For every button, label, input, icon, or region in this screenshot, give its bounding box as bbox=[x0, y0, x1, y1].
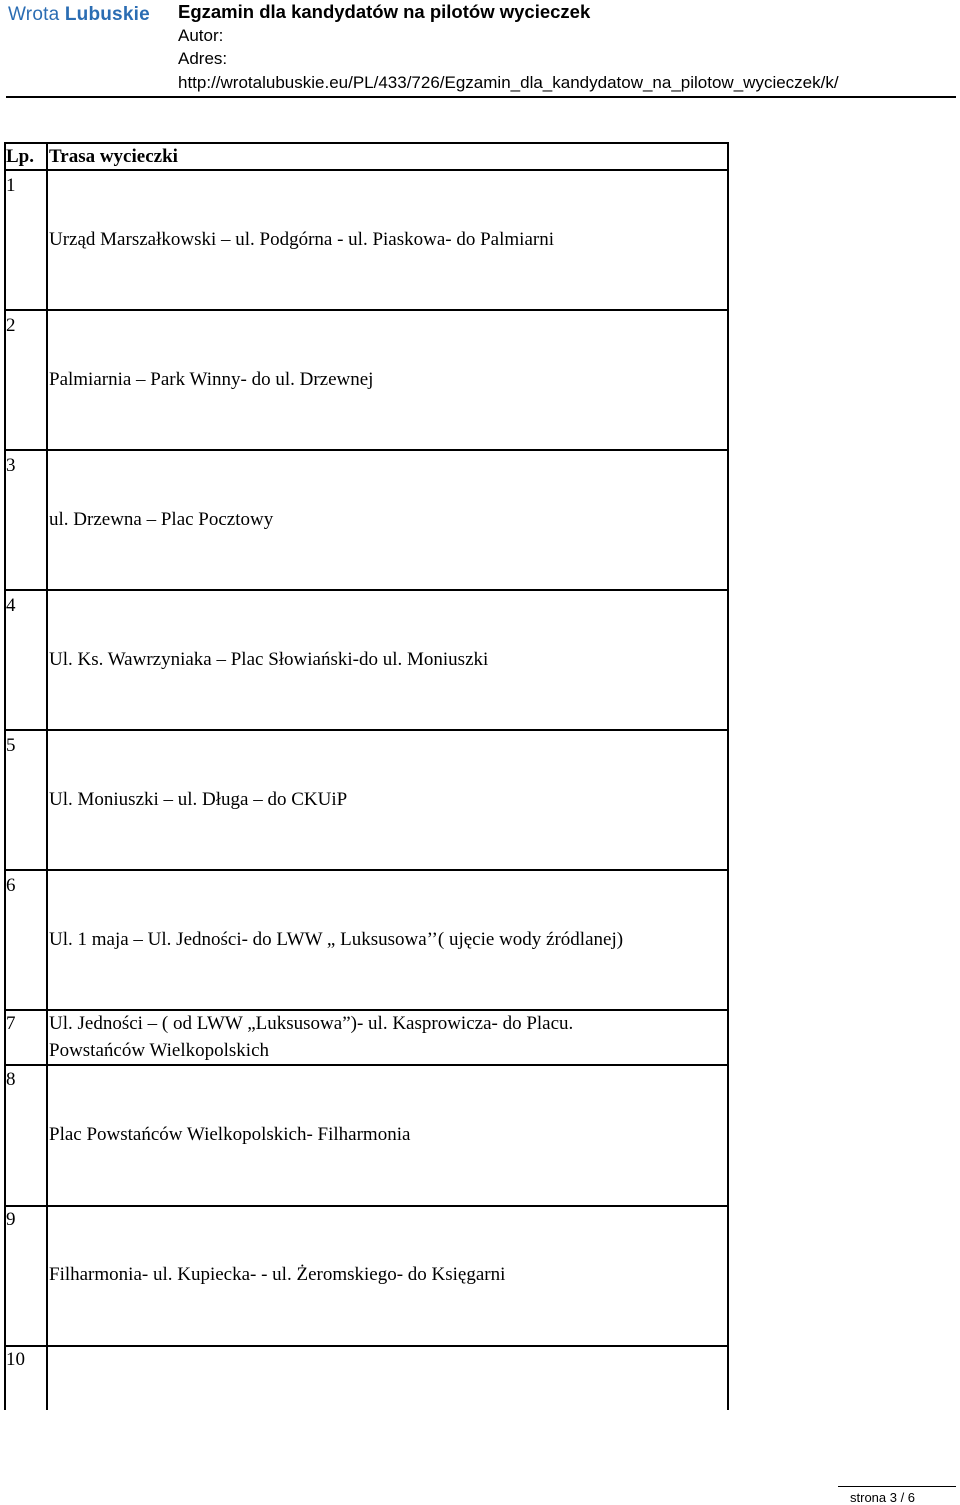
logo-word-wrota: Wrota bbox=[8, 4, 60, 25]
source-url: http://wrotalubuskie.eu/PL/433/726/Egzamin_dla_kandydatow_na_pilotow_wycieczek/k/ bbox=[178, 72, 839, 92]
row-number: 10 bbox=[6, 1349, 25, 1370]
page-number: strona 3 / 6 bbox=[850, 1490, 916, 1505]
row-divider bbox=[4, 589, 729, 591]
footer-divider bbox=[838, 1486, 956, 1487]
row-number: 5 bbox=[6, 735, 16, 756]
page-title: Egzamin dla kandydatów na pilotów wycieczek bbox=[178, 1, 591, 22]
route-text: Ul. Moniuszki – ul. Długa – do CKUiP bbox=[49, 789, 348, 810]
author-label: Autor: bbox=[178, 25, 224, 45]
table-border-right bbox=[727, 142, 729, 1410]
row-number: 3 bbox=[6, 455, 16, 476]
route-text: Ul. 1 maja – Ul. Jedności- do LWW „ Luksusowa’’( ujęcie wody źródlanej) bbox=[49, 929, 624, 950]
route-table bbox=[4, 142, 728, 1410]
row-number: 2 bbox=[6, 315, 16, 336]
column-divider bbox=[46, 142, 48, 1410]
row-divider bbox=[4, 1009, 729, 1011]
row-divider bbox=[4, 869, 729, 871]
row-divider bbox=[4, 309, 729, 311]
row-divider bbox=[4, 1064, 729, 1066]
column-header-trasa: Trasa wycieczki bbox=[49, 146, 178, 167]
row-number: 1 bbox=[6, 175, 16, 196]
row-divider bbox=[4, 1205, 729, 1207]
route-text: Filharmonia- ul. Kupiecka- - ul. Żeromskiego- do Księgarni bbox=[49, 1264, 506, 1285]
row-number: 8 bbox=[6, 1069, 16, 1090]
route-text: Ul. Jedności – ( od LWW „Luksusowa”)- ul. Kasprowicza- do Placu. bbox=[49, 1013, 574, 1034]
header-divider bbox=[6, 96, 956, 98]
document-header bbox=[178, 0, 839, 94]
row-number: 7 bbox=[6, 1013, 16, 1034]
row-number: 4 bbox=[6, 595, 16, 616]
row-number: 9 bbox=[6, 1209, 16, 1230]
row-divider bbox=[4, 169, 729, 171]
row-divider bbox=[4, 1345, 729, 1347]
route-text: Urząd Marszałkowski – ul. Podgórna - ul. Piaskowa- do Palmiarni bbox=[49, 229, 554, 250]
row-divider bbox=[4, 449, 729, 451]
wrota-lubuskie-logo bbox=[8, 4, 150, 26]
row-divider bbox=[4, 729, 729, 731]
route-text: Plac Powstańców Wielkopolskich- Filharmonia bbox=[49, 1124, 411, 1145]
address-label: Adres: bbox=[178, 49, 228, 68]
route-text: Palmiarnia – Park Winny- do ul. Drzewnej bbox=[49, 369, 374, 390]
row-number: 6 bbox=[6, 875, 16, 896]
route-text: ul. Drzewna – Plac Pocztowy bbox=[49, 509, 274, 530]
table-border-top bbox=[4, 142, 729, 144]
route-text: Ul. Ks. Wawrzyniaka – Plac Słowiański-do ul. Moniuszki bbox=[49, 649, 489, 670]
logo-word-lubuskie: Lubuskie bbox=[64, 4, 150, 25]
column-header-lp: Lp. bbox=[6, 146, 34, 167]
route-text-continued: Powstańców Wielkopolskich bbox=[49, 1040, 270, 1061]
